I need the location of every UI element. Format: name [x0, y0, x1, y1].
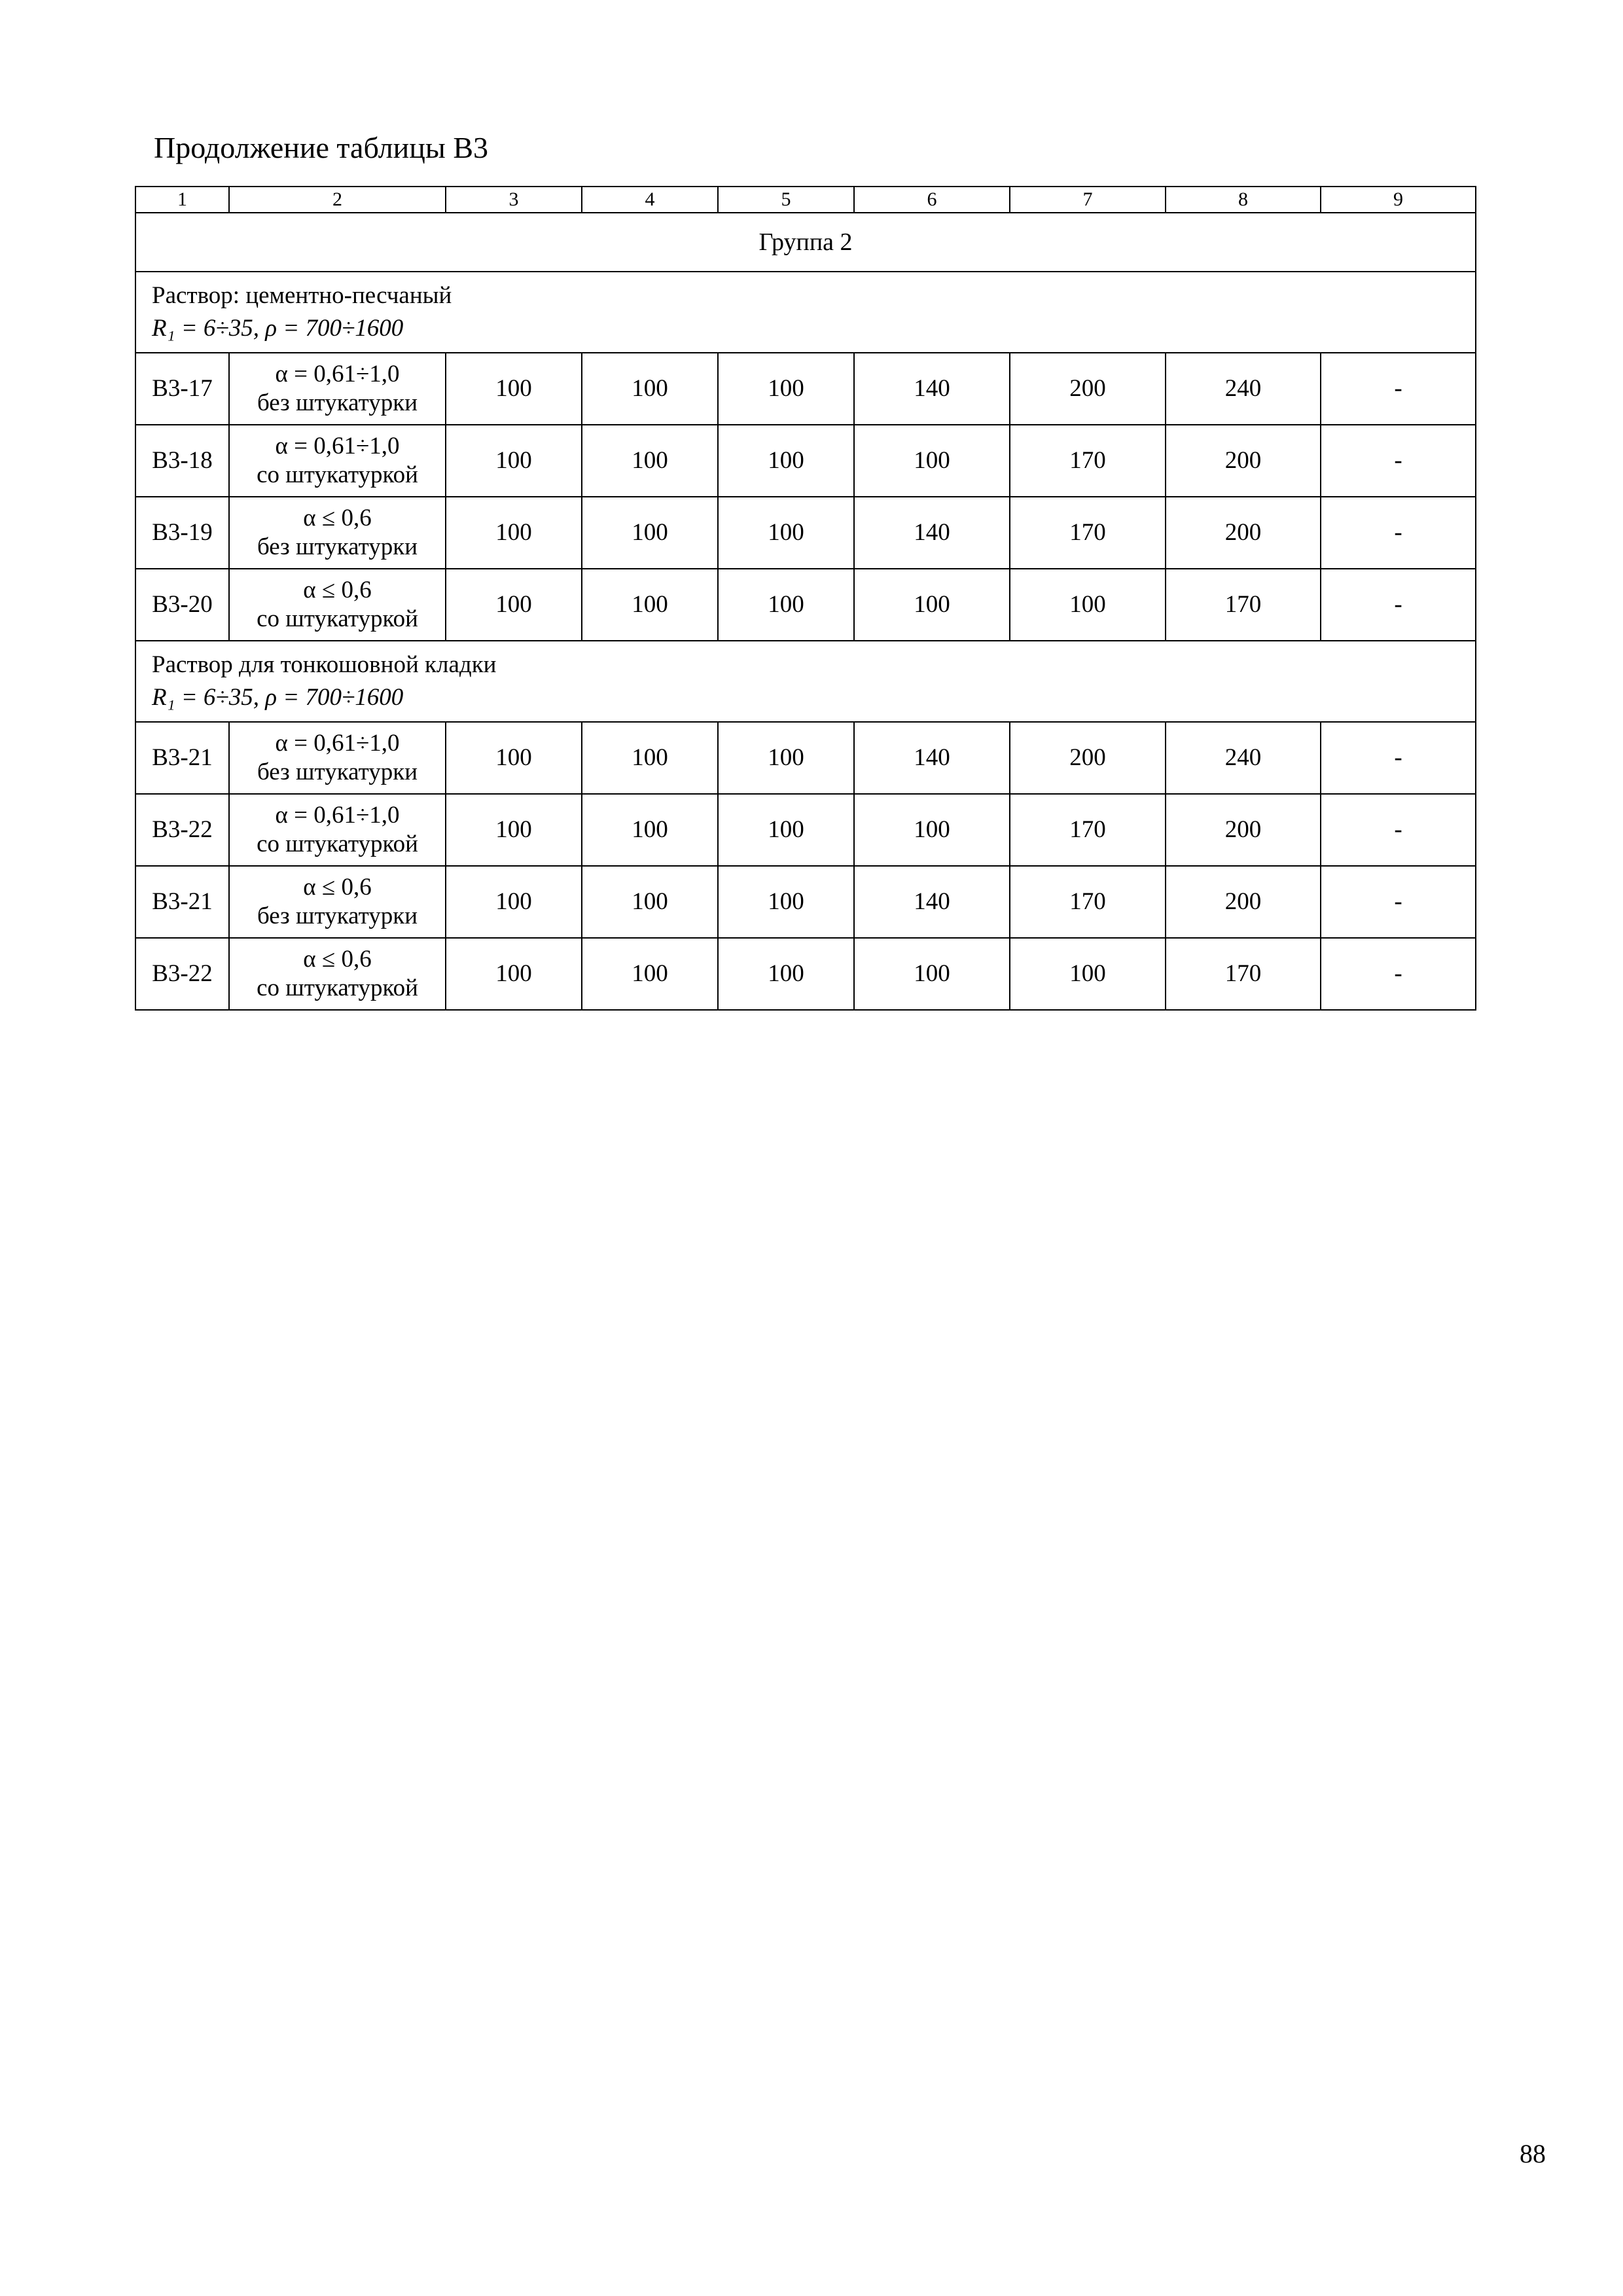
- page-number: 88: [1520, 2139, 1546, 2168]
- value-cell: 200: [1010, 722, 1166, 794]
- row-code: В3-21: [135, 722, 229, 794]
- table-row: [135, 866, 1476, 938]
- row-condition: α = 0,61÷1,0: [275, 361, 400, 387]
- row-condition-cell: [229, 938, 446, 1010]
- row-finish: со штукатуркой: [257, 605, 418, 632]
- row-condition-cell: [229, 353, 446, 425]
- value-cell: 140: [854, 497, 1010, 569]
- row-condition: α = 0,61÷1,0: [275, 730, 400, 757]
- row-code: В3-22: [135, 938, 229, 1010]
- value-cell: 100: [582, 794, 718, 866]
- row-code: В3-17: [135, 353, 229, 425]
- column-number: 2: [229, 187, 446, 213]
- value-cell: 100: [582, 425, 718, 497]
- column-number: 5: [718, 187, 854, 213]
- row-finish: без штукатурки: [257, 389, 418, 416]
- value-cell: -: [1321, 425, 1476, 497]
- value-cell: 100: [1010, 569, 1166, 641]
- row-condition: α ≤ 0,6: [303, 946, 372, 973]
- column-number: 3: [446, 187, 582, 213]
- value-cell: 140: [854, 866, 1010, 938]
- column-number-row: [135, 187, 1476, 213]
- value-cell: 100: [446, 425, 582, 497]
- value-cell: 100: [582, 866, 718, 938]
- section-title: Раствор для тонкошовной кладки: [152, 651, 497, 678]
- value-cell: 100: [582, 722, 718, 794]
- value-cell: 100: [718, 794, 854, 866]
- value-cell: 170: [1010, 497, 1166, 569]
- value-cell: 200: [1166, 866, 1321, 938]
- column-number: 4: [582, 187, 718, 213]
- value-cell: -: [1321, 866, 1476, 938]
- table-row: [135, 938, 1476, 1010]
- value-cell: -: [1321, 722, 1476, 794]
- value-cell: 100: [446, 938, 582, 1010]
- value-cell: 100: [446, 722, 582, 794]
- value-cell: 200: [1166, 794, 1321, 866]
- group-label: Группа 2: [135, 213, 1476, 272]
- column-number: 7: [1010, 187, 1166, 213]
- row-finish: со штукатуркой: [257, 975, 418, 1001]
- value-cell: 170: [1166, 938, 1321, 1010]
- value-cell: 240: [1166, 722, 1321, 794]
- value-cell: 100: [718, 353, 854, 425]
- row-condition-cell: [229, 497, 446, 569]
- value-cell: 140: [854, 353, 1010, 425]
- row-condition-cell: [229, 794, 446, 866]
- value-cell: 140: [854, 722, 1010, 794]
- value-cell: 100: [718, 722, 854, 794]
- value-cell: 100: [582, 569, 718, 641]
- column-number: 1: [135, 187, 229, 213]
- value-cell: 100: [582, 938, 718, 1010]
- section-params: R₁ = 6÷35, ρ = 700÷1600: [152, 315, 404, 342]
- row-condition: α = 0,61÷1,0: [275, 433, 400, 459]
- value-cell: 100: [446, 866, 582, 938]
- row-finish: со штукатуркой: [257, 461, 418, 488]
- row-condition-cell: [229, 866, 446, 938]
- column-number: 6: [854, 187, 1010, 213]
- table-row: [135, 425, 1476, 497]
- value-cell: -: [1321, 794, 1476, 866]
- section-title: Раствор: цементно-песчаный: [152, 282, 452, 309]
- value-cell: 200: [1010, 353, 1166, 425]
- data-table: [135, 186, 1476, 1011]
- row-code: В3-20: [135, 569, 229, 641]
- section-params: R₁ = 6÷35, ρ = 700÷1600: [152, 684, 404, 711]
- row-code: В3-22: [135, 794, 229, 866]
- column-number: 9: [1321, 187, 1476, 213]
- value-cell: 100: [718, 569, 854, 641]
- value-cell: 100: [718, 866, 854, 938]
- table-row: [135, 722, 1476, 794]
- value-cell: 170: [1010, 794, 1166, 866]
- row-condition: α ≤ 0,6: [303, 505, 372, 531]
- row-finish: без штукатурки: [257, 759, 418, 785]
- value-cell: -: [1321, 497, 1476, 569]
- value-cell: 100: [446, 569, 582, 641]
- column-number: 8: [1166, 187, 1321, 213]
- row-condition-cell: [229, 722, 446, 794]
- row-code: В3-19: [135, 497, 229, 569]
- section-header: [135, 641, 1476, 722]
- section-header: [135, 272, 1476, 353]
- value-cell: 100: [446, 794, 582, 866]
- value-cell: -: [1321, 353, 1476, 425]
- row-finish: без штукатурки: [257, 533, 418, 560]
- row-finish: без штукатурки: [257, 903, 418, 929]
- row-condition-cell: [229, 425, 446, 497]
- value-cell: 170: [1010, 866, 1166, 938]
- group-row: [135, 213, 1476, 272]
- page-title: Продолжение таблицы В3: [154, 131, 489, 164]
- value-cell: 240: [1166, 353, 1321, 425]
- row-condition: α ≤ 0,6: [303, 874, 372, 901]
- value-cell: 170: [1010, 425, 1166, 497]
- row-condition: α = 0,61÷1,0: [275, 802, 400, 829]
- row-code: В3-18: [135, 425, 229, 497]
- section-header-cell: [135, 641, 1476, 722]
- row-code: В3-21: [135, 866, 229, 938]
- row-condition: α ≤ 0,6: [303, 577, 372, 603]
- value-cell: 200: [1166, 497, 1321, 569]
- table-row: [135, 794, 1476, 866]
- value-cell: 100: [446, 353, 582, 425]
- value-cell: 100: [446, 497, 582, 569]
- value-cell: 100: [582, 353, 718, 425]
- value-cell: 100: [854, 794, 1010, 866]
- value-cell: 100: [854, 425, 1010, 497]
- value-cell: 170: [1166, 569, 1321, 641]
- table-row: [135, 353, 1476, 425]
- value-cell: 100: [854, 569, 1010, 641]
- value-cell: 100: [718, 497, 854, 569]
- value-cell: -: [1321, 938, 1476, 1010]
- value-cell: 100: [1010, 938, 1166, 1010]
- value-cell: 100: [582, 497, 718, 569]
- table-row: [135, 569, 1476, 641]
- value-cell: 200: [1166, 425, 1321, 497]
- value-cell: 100: [718, 938, 854, 1010]
- row-finish: со штукатуркой: [257, 831, 418, 857]
- row-condition-cell: [229, 569, 446, 641]
- table-row: [135, 497, 1476, 569]
- section-header-cell: [135, 272, 1476, 353]
- value-cell: -: [1321, 569, 1476, 641]
- value-cell: 100: [854, 938, 1010, 1010]
- value-cell: 100: [718, 425, 854, 497]
